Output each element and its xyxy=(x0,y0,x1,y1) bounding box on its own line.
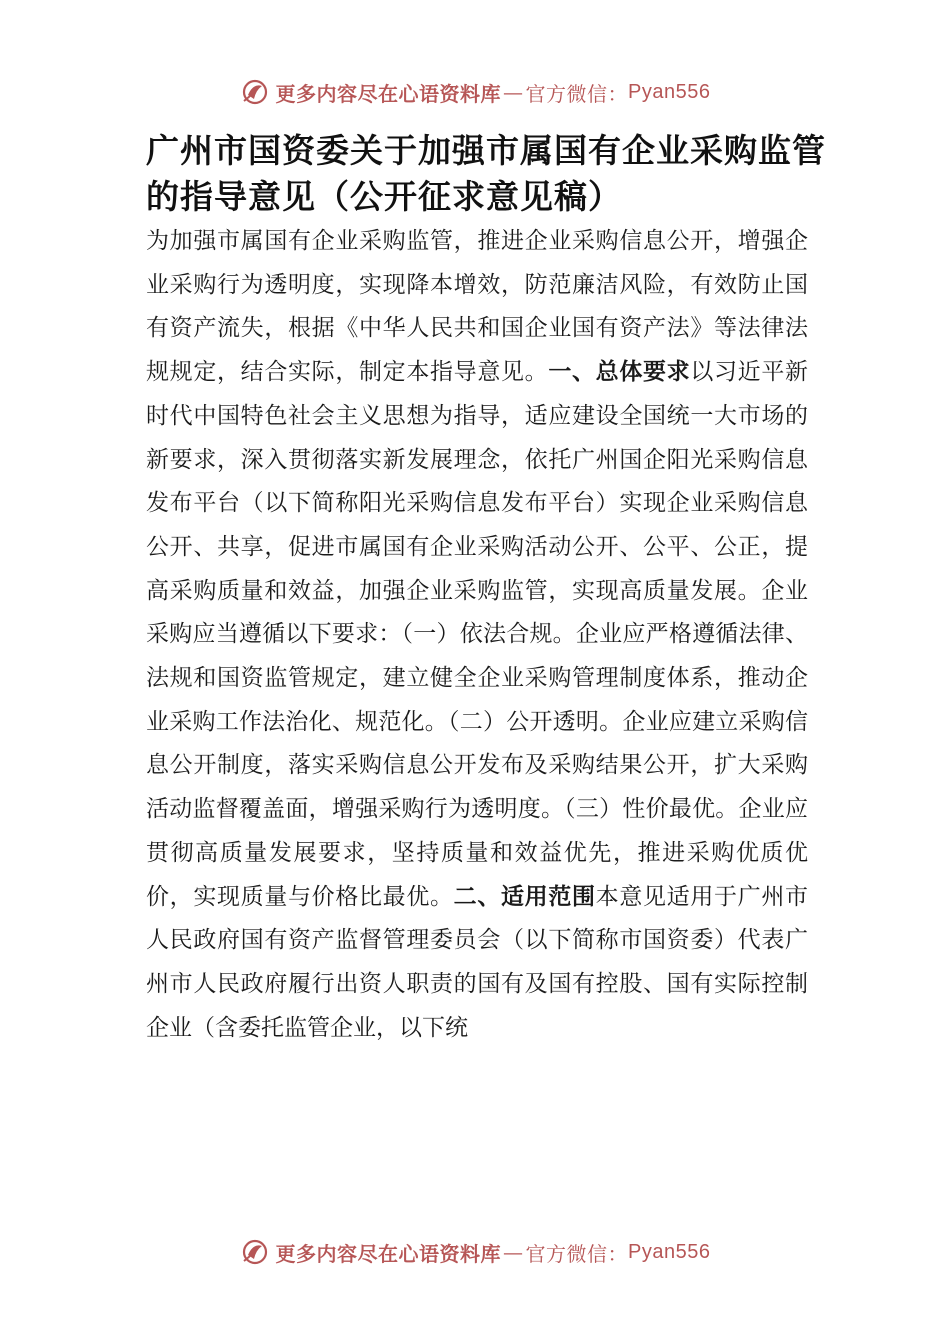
section-heading-scope: 二、适用范围 xyxy=(453,883,596,910)
watermark-wechat-label: 官方微信： xyxy=(525,81,629,106)
section-heading-general: 一、总体要求 xyxy=(548,359,691,386)
watermark-main-text: 更多内容尽在心语资料库 xyxy=(275,1241,502,1266)
watermark-separator: — xyxy=(503,80,524,104)
body-paragraph-general: 以习近平新时代中国特色社会主义思想为指导，适应建设全国统一大市场的新要求，深入贯彻落实新发展理念，依托广州国企阳光采购信息发布平台（以下简称阳光采购信息发布平台）实现企业采购信息公开、共享，促进市属国有企业采购活动公开、公平、公正，提高采购质量和效益，加强企业采购监管，实现高质量发展。企业采购应当遵循以下要求：（一）依法合规。企业应严格遵循法律、法规和国资监管规定，建立健全企业采购管理制度体系，推动企业采购工作法治化、规范化。（二）公开透明。企业应建立采购信息公开制度，落实采购信息公开发布及采购结果公开，扩大采购活动监督覆盖面，增强采购行为透明度。（三）性价最优。企业应贯彻高质量发展要求，坚持质量和效益优先，推进采购优质优价，实现质量与价格比最优。 xyxy=(146,359,809,910)
header-watermark xyxy=(0,72,950,112)
brand-logo-icon xyxy=(240,1237,270,1267)
document-title: 广州市国资委关于加强市属国有企业采购监管的指导意见（公开征求意见稿） xyxy=(146,131,826,216)
watermark-separator: — xyxy=(503,1240,524,1264)
watermark-wechat-id: Pyan556 xyxy=(628,80,711,103)
watermark-wechat-label: 官方微信： xyxy=(525,1241,629,1266)
document-body xyxy=(146,220,808,1050)
watermark-wechat-id: Pyan556 xyxy=(628,1240,711,1263)
footer-watermark xyxy=(0,1232,950,1272)
brand-logo-icon xyxy=(240,77,270,107)
body-paragraph-scope: 本意见适用于广州市人民政府国有资产监督管理委员会（以下简称市国资委）代表广州市人民政府履行出资人职责的国有及国有控股、国有实际控制企业（含委托监管企业，以下统 xyxy=(146,883,809,1041)
body-paragraph-intro: 为加强市属国有企业采购监管，推进企业采购信息公开，增强企业采购行为透明度，实现降本增效，防范廉洁风险，有效防止国有资产流失，根据《中华人民共和国企业国有资产法》等法律法规规定，结合实际，制定本指导意见。 xyxy=(146,228,808,386)
watermark-main-text: 更多内容尽在心语资料库 xyxy=(275,81,502,106)
